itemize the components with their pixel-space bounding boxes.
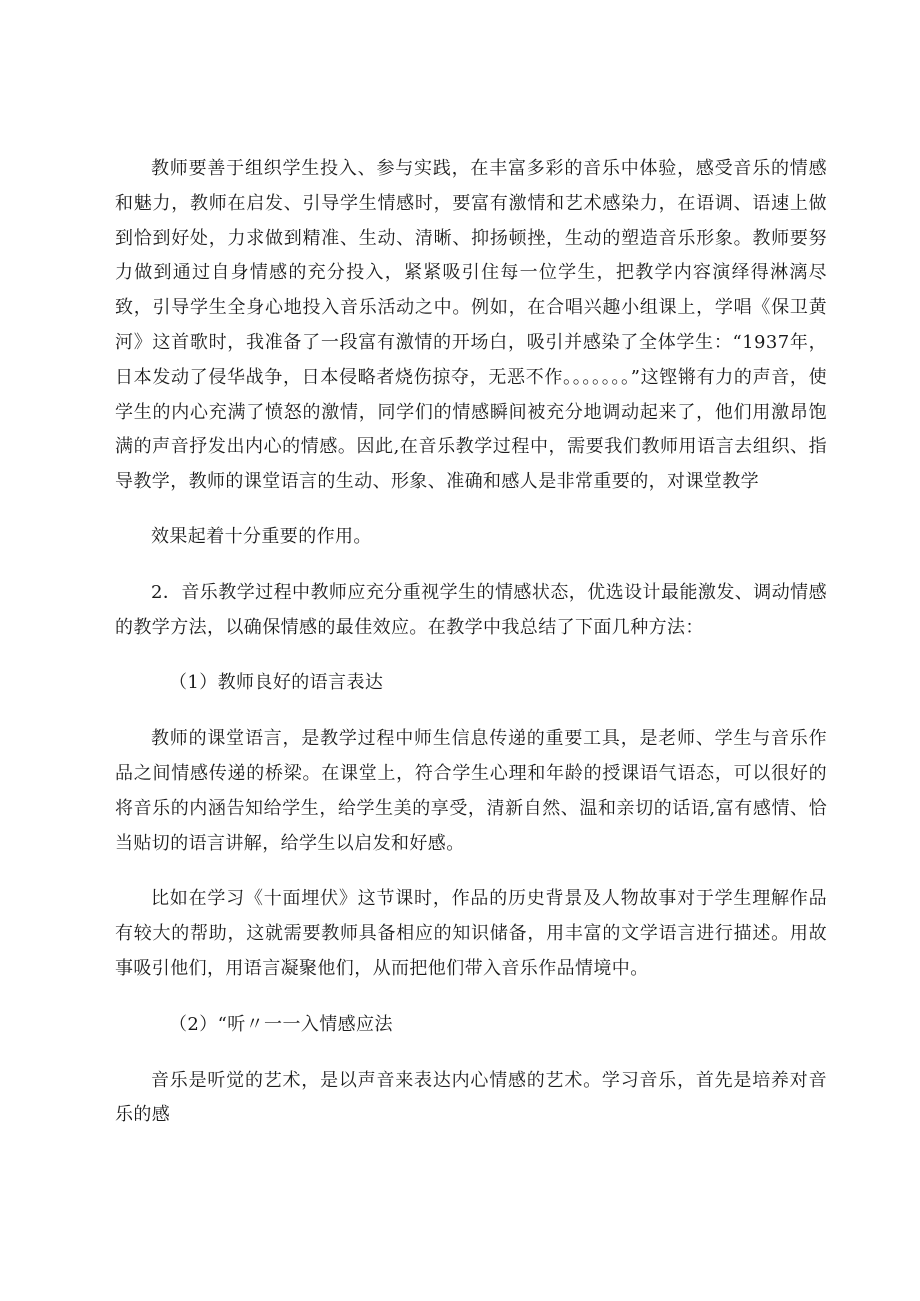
paragraph: 比如在学习《十面埋伏》这节课时，作品的历史背景及人物故事对于学生理解作品有较大的帮助，这就需要教师具备相应的知识储备，用丰富的文学语言进行描述。用故事吸引他们，用语言凝聚他们，从而把他们带入音乐作品情境中。 [115,888,827,979]
paragraph: 教师的课堂语言，是教学过程中师生信息传递的重要工具，是老师、学生与音乐作品之间情感传递的桥梁。在课堂上，符合学生心理和年龄的授课语气语态，可以很好的将音乐的内涵告知给学生，给学生美的享受，清新自然、温和亲切的话语,富有感情、恰当贴切的语言讲解，给学生以启发和好感。 [115,728,827,854]
paragraph: 音乐是听觉的艺术，是以声音来表达内心情感的艺术。学习音乐，首先是培养对音乐的感 [115,1069,827,1126]
paragraph: 教师要善于组织学生投入、参与实践，在丰富多彩的音乐中体验，感受音乐的情感和魅力，教师在启发、引导学生情感时，要富有激情和艺术感染力，在语调、语速上做到恰到好处，力求做到精准、生动、清晰、抑扬顿挫，生动的塑造音乐形象。教师要努力做到通过自身情感的充分投入，紧紧吸引住每一位学生，把教学内容演绎得淋漓尽致，引导学生全身心地投入音乐活动之中。例如，在合唱兴趣小组课上，学唱《保卫黄河》这首歌时，我准备了一段富有激情的开场白，吸引并感染了全体学生：“1937年，日本发动了侵华战争，日本侵略者烧伤掠夺，无恶不作。。。。。。。”这铿锵有力的声音，使学生的内心充满了愤怒的激情，同学们的情感瞬间被充分地调动起来了，他们用激昂饱满的声音抒发出内心的情感。因此,在音乐教学过程中，需要我们教师用语言去组织、指导教学，教师的课堂语言的生动、形象、准确和感人是非常重要的，对课堂教学 [115,158,827,493]
paragraph: 效果起着十分重要的作用。 [151,525,372,547]
document-body [115,152,827,1133]
section-heading: （2）“听〃一一入情感应法 [169,1013,393,1035]
paragraph: 2．音乐教学过程中教师应充分重视学生的情感状态，优选设计最能激发、调动情感的教学方法，以确保情感的最佳效应。在教学中我总结了下面几种方法： [115,581,827,638]
section-heading: （1）教师良好的语言表达 [169,672,384,694]
